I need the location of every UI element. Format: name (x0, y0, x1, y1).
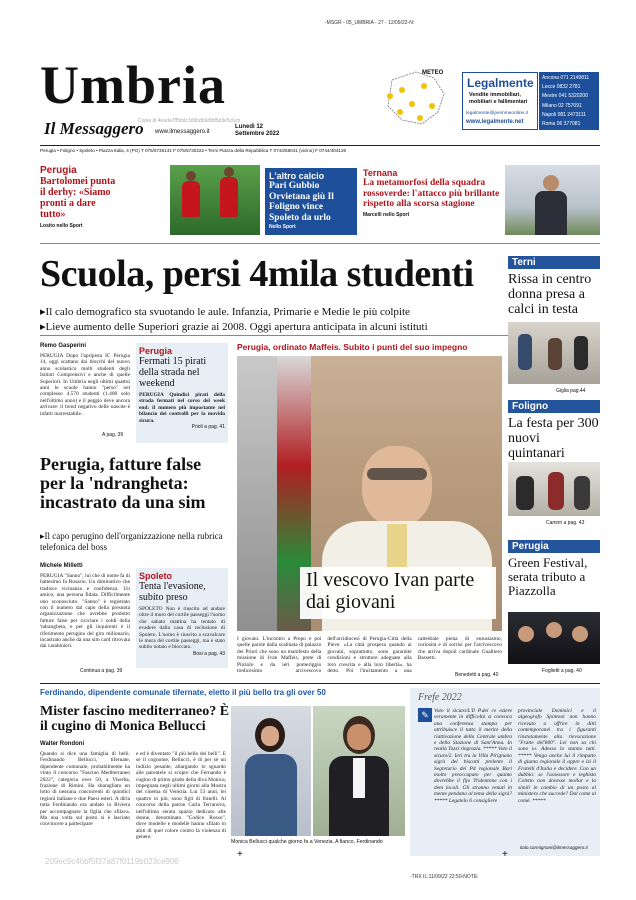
vescovo-page: Benedetti a pag. 40 (455, 672, 499, 678)
sidebar-page: Giglia pag.44 (556, 388, 586, 394)
bottom-headline: Mister fascino mediterraneo? È il cugino di Monica Bellucci (40, 704, 230, 734)
sidebar-tag: Perugia (508, 540, 600, 553)
ad-contact-row: Ancona 071 2149811 (542, 75, 590, 81)
teaser-rule (40, 243, 600, 244)
ad-contact-row: Napoli 081 2473111 (542, 111, 587, 118)
vescovo-caption: Il vescovo Ivan parte dai giovani (306, 569, 475, 613)
sidebar-terni[interactable] (508, 256, 600, 317)
perugia-kicker: Perugia (139, 346, 173, 356)
teaser-title: La metamorfosi della squadra rossoverde: l'attacco più brillante rispetto alla scorsa stagione (363, 178, 500, 209)
ndrangheta-headline: Perugia, fatture false per la 'ndrangheta: incastrato da una sim (40, 454, 206, 512)
watermark: Copia di 4eada7ff5bdc3d9bdb6dfbf5d3e5c6cb (138, 118, 241, 124)
perugia-body: PERUGIA Quindici pirati della strada fermati nel corso del week end: il numero più importante nel bilancio dei controlli per la movida sicura. (139, 392, 225, 424)
teaser-title: Bartolomei punta il derby: «Siamo pronti a dare tutto» (40, 176, 116, 220)
ad-line2: mobiliari e fallimentari (469, 99, 528, 105)
vescovo-kicker: Perugia, ordinato Maffeis. Subito i punti del suo impegno (237, 342, 468, 352)
ad-site: www.legalmente.net (466, 119, 524, 125)
teaser-title: Pari Gubbio Orvietana giù Il Foligno vince Spoleto da urlo (269, 181, 334, 223)
teaser-kicker: Ternana (363, 168, 398, 178)
ad-line1: Vendite immobiliari, (469, 92, 521, 98)
spoleto-title: Tenta l'evasione, subito preso (139, 581, 206, 603)
ndrangheta-sub: ▸Il capo perugino dell'organizzazione nella rubrica telefonica del boss (40, 531, 223, 552)
teaser-credit: Losito nello Sport (40, 223, 83, 229)
sidebar-title: La festa per 300 nuovi quintanari (508, 416, 599, 461)
teaser-ternana[interactable] (363, 168, 503, 235)
address-line: Perugia • Foligno • Spoleto • Piazza Italia, 4 (PG) T 075/5736141 F 075/5730222 • Terni Piazza della Repubblica T 0744/58041 (vicino) F 0744/404126 (40, 148, 347, 153)
teaser-credit: Marcelli nello Sport (363, 211, 410, 218)
rubric-email: italo.carmignani@ilmessaggero.it (520, 845, 588, 850)
ndrangheta-page: Continua a pag. 39 (80, 668, 123, 674)
meteo-label: METEO (422, 70, 444, 76)
perugia-title: Fermati 15 pirati della strada nel weekend (139, 356, 207, 389)
sidebar-photo-terni (508, 322, 600, 384)
perugia-page: Prioli a pag. 41 (191, 424, 225, 431)
lead-author: Remo Gasperini (40, 343, 87, 349)
meteo-map-icon (372, 66, 458, 132)
spoleto-page: Bosi a pag. 43 (193, 650, 225, 657)
bottom-banner: Ferdinando, dipendente comunale tifernate, eletto il più bello tra gli over 50 (40, 688, 326, 697)
sidebar-title: Green Festival, serata tributo a Piazzolla (508, 555, 588, 598)
rubric-col2: provinciale Dominici e il algeografo Spintoni non hanno ricevuto a offrire in ditti contemporanei tra i figuranti rinstatamente alla rievocazione "Fratte del'800". Lei non sa chi sono io. Adesso lo stanno tutti. ***** Venga anche lui il rimpatto di giunta regionale il appre e lsi il Fratelli d'Italia e decidere. Con un dubbio: se l'assessore e leghista Coletto non dovesse mollar e la simili in cambio di un posto al ministero che succede? Dal come al comé. ***** (518, 708, 596, 804)
lead-rule (40, 335, 510, 336)
vescovo-caption-box (300, 567, 496, 619)
ndrangheta-body: PERUGIA "Sanno", lui che di nome fa di battesimo fa Rosario. Un diminutivo che tradisce vicinanza e confidenza. Un amico, una persona fidata. Difficilmente uno sconosciuto. "Sanno" è registrato con il numero dal capo della presunta organizzazione che avrebbe prodotto fatture false per riciclare i soldi della 'ndrangheta, e per gli inquirenti è il riferimento perugino del giro milionario, incastrato anche da una sim card ritrovata dai carabinieri. (40, 573, 130, 650)
vescovo-body: I giovani. L'incontro a Prepo e poi quelle parole dalla scalinata di palazzo dei Priori che sono un manifesto della missione di Ivan Maffeis, prete di Pinzolo e da ieri pomeriggio tredicesimo arcivescovo dell'arcidiocesi di Perugia-Città della Pieve. «La città prospera quando ai giovani, soprattutto, sono garantite condizioni e strutture adeguate alla loro crescita e alla loro libertà», ha detto. Poi l'incitamento a una cattedrale piena di entusiasmo, curiosità e di sorrisi per l'arcivescovo che arriva dopoil cardinale Gualtiero Bassetti. (237, 636, 502, 675)
bottom-author: Walter Rondoni (40, 741, 85, 747)
lead-headline: Scuola, persi 4mila studenti (40, 253, 474, 295)
crosshair-icon: + (502, 849, 508, 860)
sidebar-photo-foligno (508, 462, 600, 516)
sidebar-photo-perugia (508, 612, 600, 664)
teaser-photo-footballers (170, 165, 260, 235)
rubric-col1: Voto il sicuro/L'Il P.dei ce eziere veramente in difficoltà si convoca una conferenza stampa per attribuisce il tutto il merito della riattivazione della Centrale umbra e della Stazione di Sant'Anna. In realtà Tozzi ringrazia. ***** Voto il sicuro/2. Ieri tra la Villa Pirignano sigrà del biscotti prelente il Segretario dei Pd regionale Bori molto preoccupato per quanto dovrebbe il fijo Tridentone con i dem locali. Gli stranno venuti in mente pendano al tema della sigrà? ***** Legatelo li consigliere (434, 708, 512, 804)
ad-contact-row: Milano 02 757091 (542, 102, 582, 109)
bottom-rule (40, 683, 600, 684)
rubric-title: Frefe 2022 (418, 692, 462, 703)
bottom-col1: Quando si dice una famiglia di belli. Ferdinando Bellucci, tifernate, dipendente comunale, probabilmente ha vinto il concorso "Fascino Mediterraneo 2022", categoria over 50, a Viserba, frazione di Rimini. Ha sbaragliato un lotto di nessuna concorrenti di quindici regioni italiane e due Paesi esteri. A dirla tutta Ferdinando era andato in Riviera per accompagnare la figlia che sfilava. Ma una volta sul posto si è lasciato convincere a partecipare (40, 751, 130, 828)
sidebar-perugia[interactable] (508, 540, 600, 598)
crosshair-icon: + (237, 849, 243, 860)
spoleto-kicker: Spoleto (139, 571, 172, 581)
sidebar-page: Foglietti a pag. 40 (542, 668, 582, 674)
spoleto-body: SPOLETO Non è riuscito ad andare oltre il muro del cortile passeggi l'uomo che sabato mattina ha tentato di evadere dalla casa di reclusione di Spoleto. L'uomo è riuscito a scavalcare le mura del cortile passeggi, ma è stato subito notato e bloccato. (139, 606, 226, 651)
bottom-col2: e ed è diventato "il più bello dei belli". E se il cognome, Bellucci, è di per sé un indizio pesante, allargando lo sguardo alle parentele si scopre che Fernando è cugino di primo grado della diva Monica, impegnata negli ultimi giorni alla Mostra del cinema di Venezia. Lui 53 anni, lei quattro in più, sono figli di fratelli. Al concorso della patron Carla Terranova, nell'ultima serata spazio dedicato alle donne, denominato "Codice Rosso", dove modelle e modelle hanno sfilato in abiti di quel colore contro la violenza di genere. (136, 751, 226, 841)
ad-brand: Legalmente (467, 76, 534, 90)
footer-hash: 209ec9c46bf5f37a87f0119b023ce906 (45, 857, 179, 866)
ad-contact-row: Lecce 0832 2781 (542, 84, 581, 91)
bottom-stamp: -TRX IL:11/09/22 22:50-NOTE: (410, 874, 479, 880)
spoleto-box[interactable] (136, 568, 228, 668)
website: www.ilmessaggero.it (155, 129, 210, 135)
bottom-photo-monica (231, 706, 311, 836)
newspaper-logo: Il Messaggero (44, 119, 144, 138)
sidebar-tag: Terni (508, 256, 600, 269)
lead-body: PERUGIA Dopo l'apripista IC Perugia 14, oggi scattano dai blocchi del nuovo anno scolastico molti studenti degli Istituti Comprensivi e anche di quelle Superiori. In Umbria negli ultimi quattro anni le scuole hanno "perso" nel complesso 4.570 studenti (1.400 solo nell'ultimo anno) e il peggio deve ancora arrivare: il trend negativo delle nascite è infatti inarrestabile. (40, 353, 130, 417)
perugia-box[interactable] (136, 343, 228, 443)
ad-contact-row: Roma 06 377081 (542, 121, 581, 128)
lead-page: A pag. 39 (102, 432, 124, 438)
date-day: Lunedì 12 (235, 124, 264, 130)
masthead-title: Umbria (40, 55, 226, 115)
ad-contacts (539, 72, 599, 130)
bottom-photo-ferdinando (313, 706, 405, 836)
ad-email: legalmente@piemmeonline.it (466, 111, 528, 116)
legalmente-ad[interactable] (462, 72, 538, 130)
teaser-credit: Nello Sport (269, 224, 296, 230)
date-month: Settembre 2022 (235, 131, 280, 137)
sidebar-tag: Foligno (508, 400, 600, 413)
masthead-rule (40, 145, 600, 146)
teaser-photo-coach (505, 165, 600, 235)
bottom-photo-caption: Monica Bellucci qualche giorno fa a Venezia. A fianco, Ferdinando (231, 839, 383, 845)
ad-contact-row: Mestre 041 5320200 (542, 93, 588, 100)
ndrangheta-author: Michele Milletti (40, 563, 83, 569)
teaser-kicker: L'altro calcio (269, 171, 325, 181)
teaser-perugia[interactable] (40, 165, 170, 235)
teaser-kicker: Perugia (40, 165, 77, 176)
sidebar-title: Rissa in centro donna presa a calci in testa (508, 272, 592, 317)
top-stamp: -MSGR - 05_UMBRIA - 27 - 12/09/22-N: (325, 20, 415, 26)
lead-sub2: ▸Lieve aumento delle Superiori grazie ai 2008. Oggi apertura anticipata in alcuni istituti (40, 321, 428, 333)
sidebar-page: Camirri a pag. 43 (546, 520, 585, 526)
sidebar-foligno[interactable] (508, 400, 600, 461)
rubric-icon: ✎ (418, 708, 432, 722)
lead-sub1: ▸Il calo demografico sta svuotando le aule. Infanzia, Primarie e Medie le più colpite (40, 306, 410, 318)
teaser-altro-calcio[interactable] (265, 168, 357, 235)
